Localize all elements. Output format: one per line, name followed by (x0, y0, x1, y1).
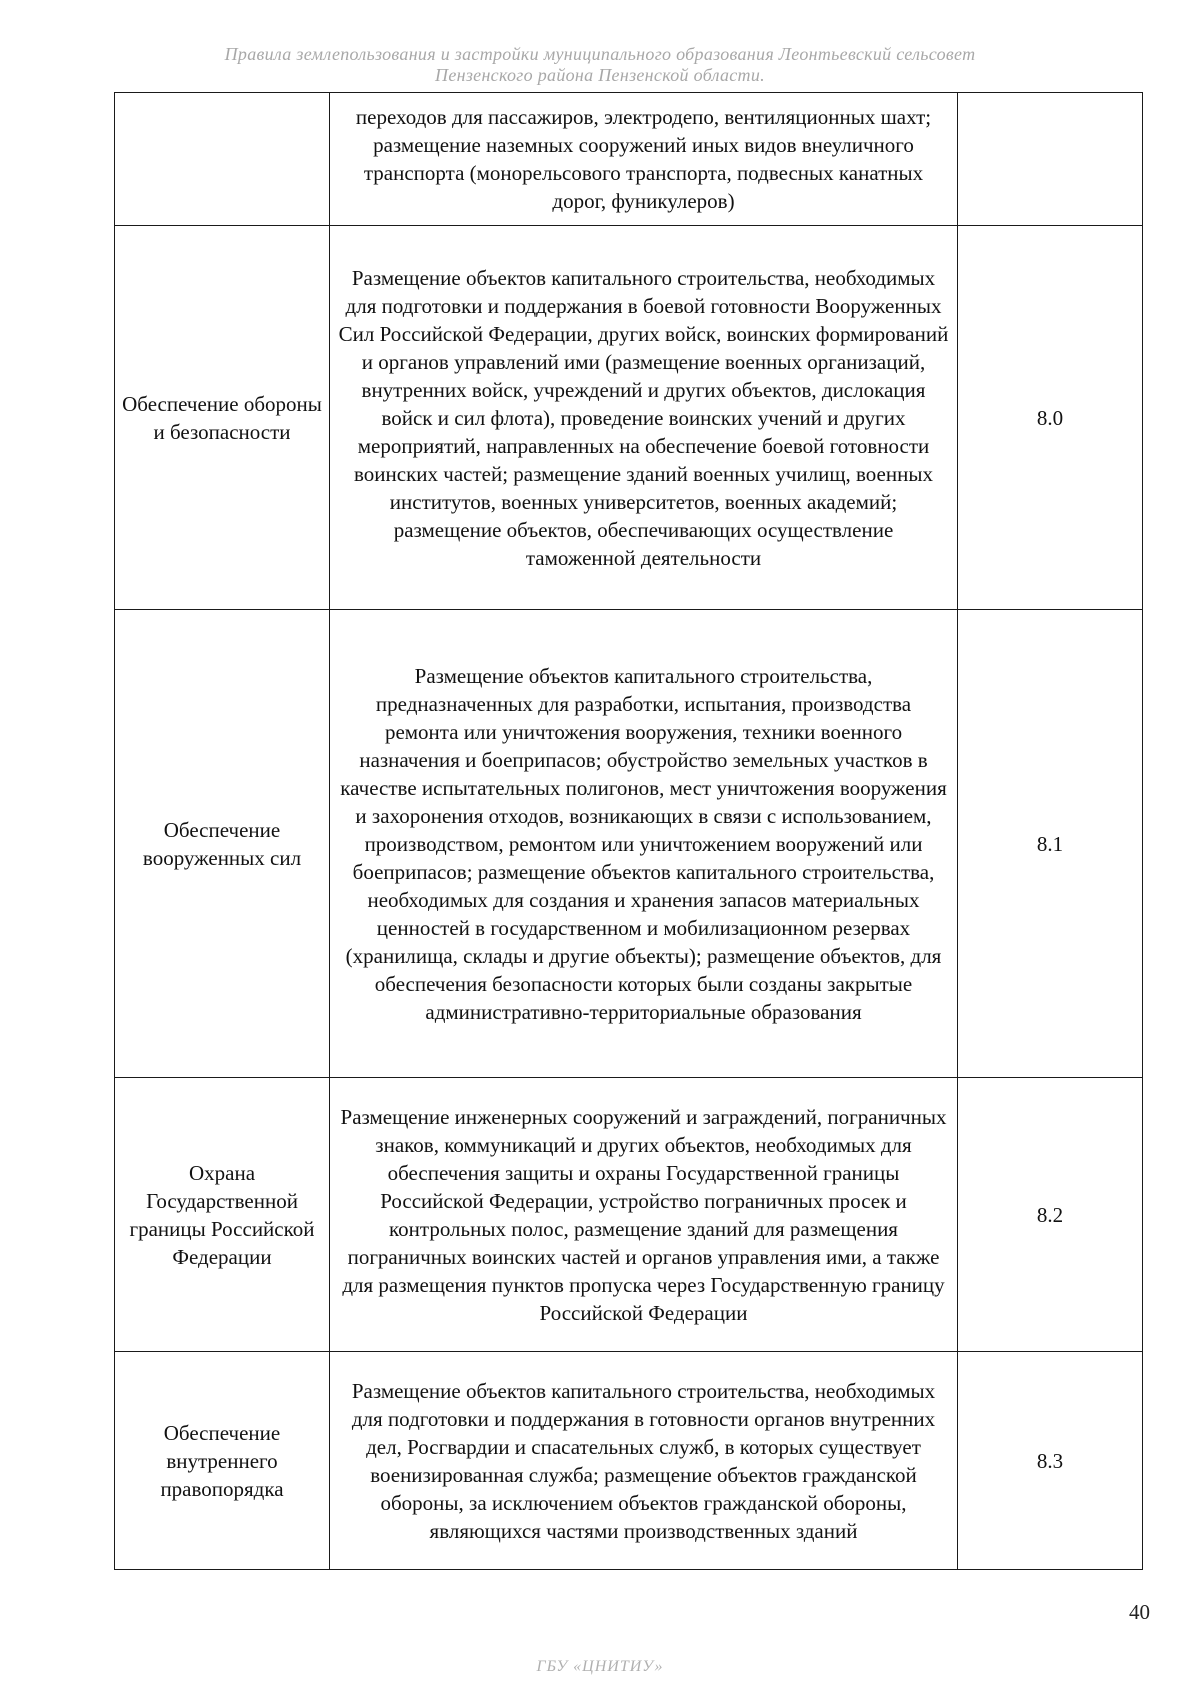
header-line-2: Пензенского района Пензенской области. (435, 65, 765, 85)
header-line-1: Правила землепользования и застройки муниципального образования Леонтьевский сельсовет (224, 44, 976, 64)
use-type-name: Обеспечение внутреннего правопорядка (115, 1352, 330, 1570)
use-type-code: 8.2 (958, 1078, 1143, 1352)
use-type-description: Размещение объектов капитального строительства, необходимых для подготовки и поддержания в боевой готовности Вооруженных Сил Российской Федерации, других войск, воинских формирований и органов управлений ими (размещение военных организаций, внутренних войск, учреждений и других объектов, дислокация войск и сил флота), проведение воинских учений и других мероприятий, направленных на обеспечение боевой готовности воинских частей; размещение зданий военных училищ, военных институтов, военных университетов, военных академий; размещение объектов, обеспечивающих осуществление таможенной деятельности (330, 226, 958, 610)
use-type-code (958, 93, 1143, 226)
page-footer: ГБУ «ЦНИТИУ» (536, 1658, 664, 1675)
use-type-name: Обеспечение вооруженных сил (115, 610, 330, 1078)
table-row (115, 610, 1143, 1078)
use-type-description: переходов для пассажиров, электродепо, вентиляционных шахт; размещение наземных сооружений иных видов внеуличного транспорта (монорельсового транспорта, подвесных канатных дорог, фуникулеров) (330, 93, 958, 226)
table-row (115, 1078, 1143, 1352)
use-type-name: Охрана Государственной границы Российской Федерации (115, 1078, 330, 1352)
use-type-description: Размещение объектов капитального строительства, предназначенных для разработки, испытания, производства ремонта или уничтожения вооружения, техники военного назначения и боеприпасов; обустройство земельных участков в качестве испытательных полигонов, мест уничтожения вооружения и захоронения отходов, возникающих в связи с использованием, производством, ремонтом или уничтожением вооружений или боеприпасов; размещение объектов капитального строительства, необходимых для создания и хранения запасов материальных ценностей в государственном и мобилизационном резервах (хранилища, склады и другие объекты); размещение объектов, для обеспечения безопасности которых были созданы закрытые административно-территориальные образования (330, 610, 958, 1078)
table-row (115, 226, 1143, 610)
use-type-code: 8.3 (958, 1352, 1143, 1570)
table-row (115, 93, 1143, 226)
use-type-code: 8.1 (958, 610, 1143, 1078)
land-use-table (114, 92, 1143, 1570)
table-row (115, 1352, 1143, 1570)
use-type-code: 8.0 (958, 226, 1143, 610)
page-number: 40 (1129, 1600, 1150, 1624)
use-type-description: Размещение инженерных сооружений и заграждений, пограничных знаков, коммуникаций и других объектов, необходимых для обеспечения защиты и охраны Государственной границы Российской Федерации, устройство пограничных просек и контрольных полос, размещение зданий для размещения пограничных воинских частей и органов управления ими, а также для размещения пунктов пропуска через Государственную границу Российской Федерации (330, 1078, 958, 1352)
use-type-description: Размещение объектов капитального строительства, необходимых для подготовки и поддержания в готовности органов внутренних дел, Росгвардии и спасательных служб, в которых существует военизированная служба; размещение объектов гражданской обороны, за исключением объектов гражданской обороны, являющихся частями производственных зданий (330, 1352, 958, 1570)
use-type-name (115, 93, 330, 226)
use-type-name: Обеспечение обороны и безопасности (115, 226, 330, 610)
page-header (130, 44, 1070, 86)
